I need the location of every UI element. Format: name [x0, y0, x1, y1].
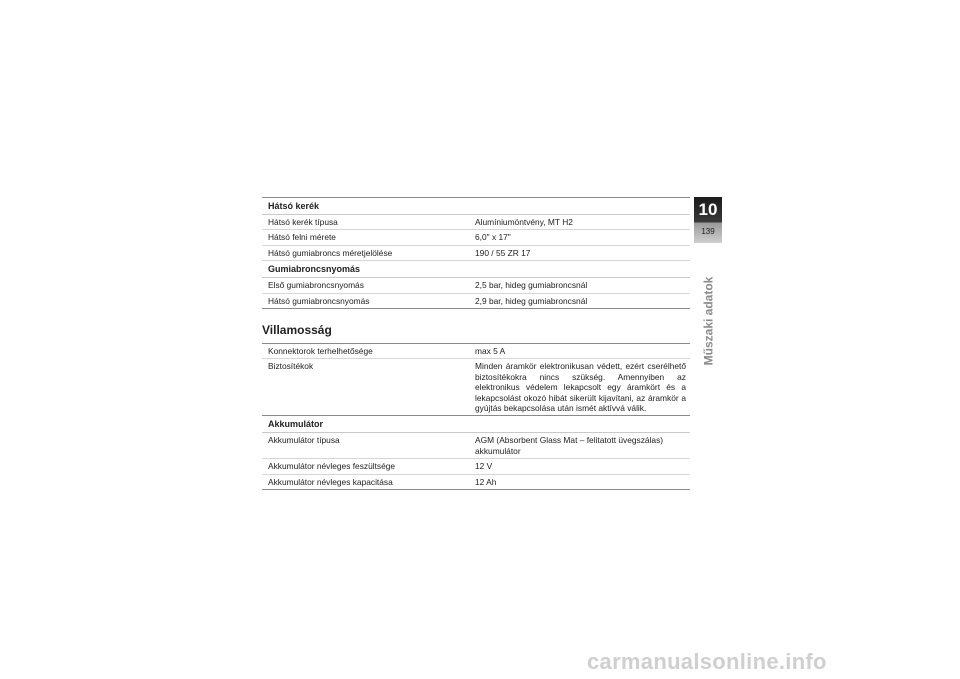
row-label: Biztosítékok [268, 361, 314, 372]
table-row [262, 294, 690, 309]
row-value: 6,0" x 17" [475, 232, 511, 243]
row-label: Hátsó gumiabroncsnyomás [268, 295, 370, 306]
section-heading-battery: Akkumulátor [262, 416, 690, 433]
page-number: 139 [701, 227, 715, 236]
row-value: 12 V [475, 461, 493, 472]
side-chapter-title-text: Műszaki adatok [701, 276, 716, 366]
row-label: Konnektorok terhelhetősége [268, 346, 373, 357]
row-label: Hátsó felni mérete [268, 232, 336, 243]
table-row [262, 246, 690, 261]
table-row [262, 278, 690, 293]
chapter-number: 10 [698, 200, 718, 219]
row-label: Akkumulátor névleges kapacitása [268, 476, 393, 487]
spec-content [262, 197, 690, 490]
table-row [262, 433, 690, 459]
chapter-badge [694, 197, 722, 243]
row-value: Alumíniumöntvény, MT H2 [475, 217, 573, 227]
row-value: 190 / 55 ZR 17 [475, 247, 531, 258]
table-row [262, 230, 690, 245]
table-row [262, 459, 690, 474]
table-row [262, 344, 690, 359]
table-row [262, 359, 690, 416]
row-value: 2,5 bar, hideg gumiabroncsnál [475, 280, 588, 291]
row-label: Első gumiabroncsnyomás [268, 280, 364, 291]
section-heading-rear-wheel: Hátsó kerék [262, 198, 690, 215]
section-title-electrical: Villamosság [262, 309, 690, 344]
row-value: AGM (Absorbent Glass Mat – felitatott üvegszálas) akkumulátor [475, 435, 664, 456]
row-label: Akkumulátor névleges feszültsége [268, 461, 396, 472]
row-label: Hátsó gumiabroncs méretjelölése [268, 247, 393, 258]
row-value: Minden áramkör elektronikusan védett, ezért cserélhető biztosítékokra nincs szükség. Amennyiben az elektronikus védelem lekapcsolt egy áramkört és a lekapcsolást okozó hibát sikerült kijavítani, az áramkör a gyújtás bekapcsolása után ismét aktívvá válik. [475, 361, 686, 414]
section-heading-tire-pressure: Gumiabroncsnyomás [262, 261, 690, 278]
table-row [262, 215, 690, 230]
row-label: Hátsó kerék típusa [268, 217, 338, 227]
row-value: max 5 A [475, 346, 506, 357]
table-row [262, 475, 690, 490]
row-value: 2,9 bar, hideg gumiabroncsnál [475, 295, 588, 306]
row-label: Akkumulátor típusa [268, 435, 340, 446]
side-chapter-title [701, 272, 715, 370]
row-value: 12 Ah [475, 476, 497, 487]
watermark: carmanualsonline.info [587, 649, 827, 674]
